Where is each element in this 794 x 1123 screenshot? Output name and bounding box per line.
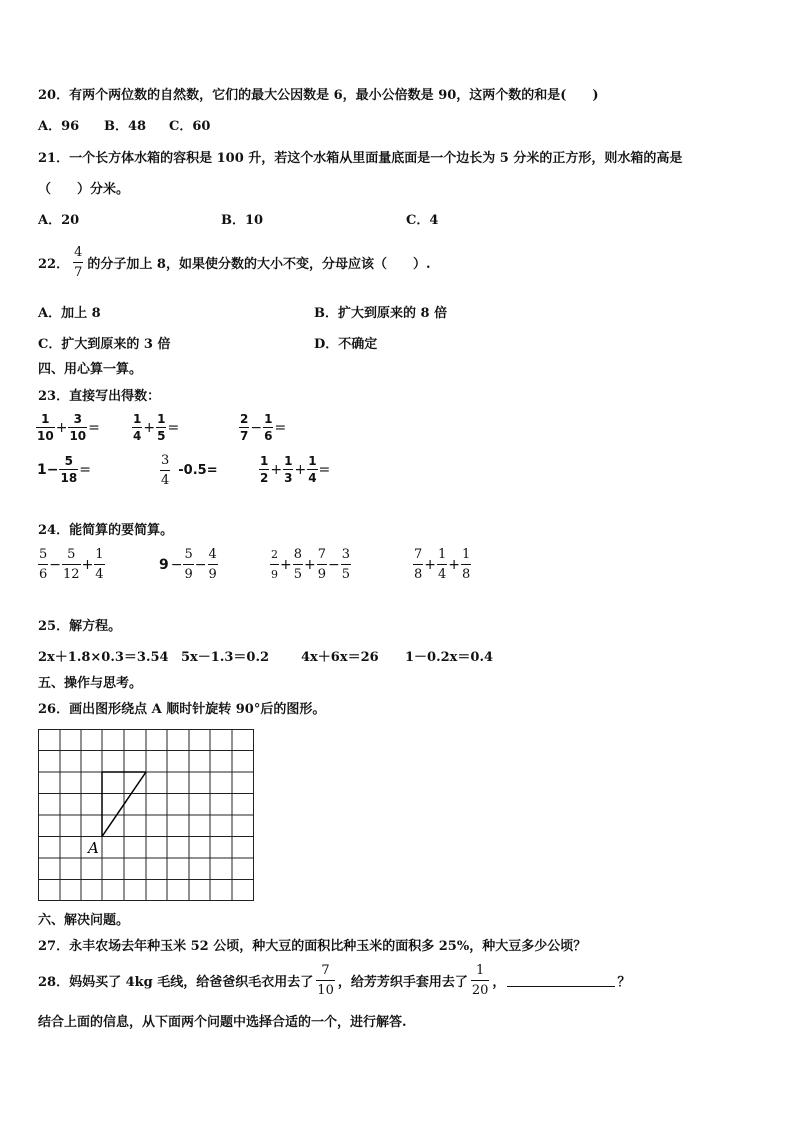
q28-instruction: 结合上面的信息，从下面两个问题中选择合适的一个，进行解答. xyxy=(38,1015,407,1030)
q22-fraction: $\frac{4}{7}$ xyxy=(74,245,83,280)
q24-expr-1: $\frac{5}{6}$ − $\frac{5}{12}$ + $\frac{1}{4}$ xyxy=(39,547,104,582)
q21-option-b: B．10 xyxy=(221,213,264,228)
section-6-heading: 六、解决问题。 xyxy=(38,913,130,928)
q23-expr-6: $\frac{1}{2}$ + $\frac{1}{3}$ + $\frac{1}{4}$ = xyxy=(260,454,331,485)
grid-lines xyxy=(38,729,254,901)
q22-option-a: A．加上 8 xyxy=(38,306,101,321)
q24-expr-2: 9 − $\frac{5}{9}$ − $\frac{4}{9}$ xyxy=(159,547,217,582)
q25-equation-3: 4x＋6x＝26 xyxy=(301,650,379,665)
q28-stem: 28． 妈妈买了 4kg 毛线，给爸爸织毛衣用去了 $\frac{7}{10}$ ，给芳芳织手套用去了 $\frac{1}{20}$ ， ？ xyxy=(38,963,631,998)
q23-expr-4: 1− $\frac{5}{18}$ = xyxy=(37,454,91,485)
q23-expr-3: $\frac{2}{7}$ − $\frac{1}{6}$ = xyxy=(240,412,287,443)
q21-option-a: A．20 xyxy=(38,213,80,228)
q28-fraction-1: $\frac{7}{10}$ xyxy=(317,963,334,998)
q28-fraction-2: $\frac{1}{20}$ xyxy=(471,963,489,998)
q26-stem: 26．画出图形绕点 A 顺时针旋转 90°后的图形。 xyxy=(38,702,326,717)
q27-stem: 27．永丰农场去年种玉米 52 公顷，种大豆的面积比种玉米的面积多 25%，种大豆多少公顷？ xyxy=(38,939,587,954)
section-4-heading: 四、用心算一算。 xyxy=(38,362,143,377)
q22-text: 的分子加上 8，如果使分数的大小不变，分母应该（ ）. xyxy=(87,257,431,272)
q21-stem xyxy=(38,147,682,166)
q20-option-a: A．96 xyxy=(38,119,80,134)
q22-option-d: D．不确定 xyxy=(314,337,378,352)
q20-number: 20． xyxy=(38,88,70,103)
q21-number: 21． xyxy=(38,151,70,166)
q23-expr-2: $\frac{1}{4}$ + $\frac{1}{5}$ = xyxy=(133,412,180,443)
point-a-label: A xyxy=(88,839,99,857)
q26-grid-figure xyxy=(38,729,254,901)
q20-stem xyxy=(38,84,599,103)
section-5-heading: 五、操作与思考。 xyxy=(38,676,143,691)
q22-stem xyxy=(38,244,430,281)
q24-stem: 24．能简算的要简算。 xyxy=(38,523,174,538)
q20-option-b: B．48 xyxy=(104,119,147,134)
q21-option-c: C．4 xyxy=(406,213,439,228)
q24-expr-4: $\frac{7}{8}$ + $\frac{1}{4}$ + $\frac{1}{8}$ xyxy=(414,547,471,582)
q20-text: 有两个两位数的自然数，它们的最大公因数是 6，最小公倍数是 90，这两个数的和是( ) xyxy=(69,88,599,103)
q22-option-c: C．扩大到原来的 3 倍 xyxy=(38,337,171,352)
q25-equation-2: 5x－1.3＝0.2 xyxy=(181,650,270,665)
q24-expr-3: $\frac{2}{9}$ + $\frac{8}{5}$ + $\frac{7}{9}$ − $\frac{3}{5}$ xyxy=(271,547,351,582)
q25-stem: 25．解方程。 xyxy=(38,619,122,634)
q21-text: 一个长方体水箱的容积是 100 升，若这个水箱从里面量底面是一个边长为 5 分米的正方形，则水箱的高是 xyxy=(69,151,683,166)
q25-equation-4: 1－0.2x＝0.4 xyxy=(405,650,494,665)
q28-answer-blank[interactable] xyxy=(507,974,615,987)
q23-expr-1: $\frac{1}{10}$ + $\frac{3}{10}$ = xyxy=(37,412,100,443)
q25-equation-1: 2x＋1.8×0.3＝3.54 xyxy=(38,650,169,665)
q23-expr-5: $\frac{3}{4}$ -0.5= xyxy=(161,453,218,488)
q23-stem: 23．直接写出得数： xyxy=(38,389,161,404)
q22-number: 22． xyxy=(38,257,70,272)
q21-stem-line2: （ ）分米。 xyxy=(38,182,130,197)
q22-option-b: B．扩大到原来的 8 倍 xyxy=(314,306,448,321)
q20-option-c: C．60 xyxy=(169,119,211,134)
